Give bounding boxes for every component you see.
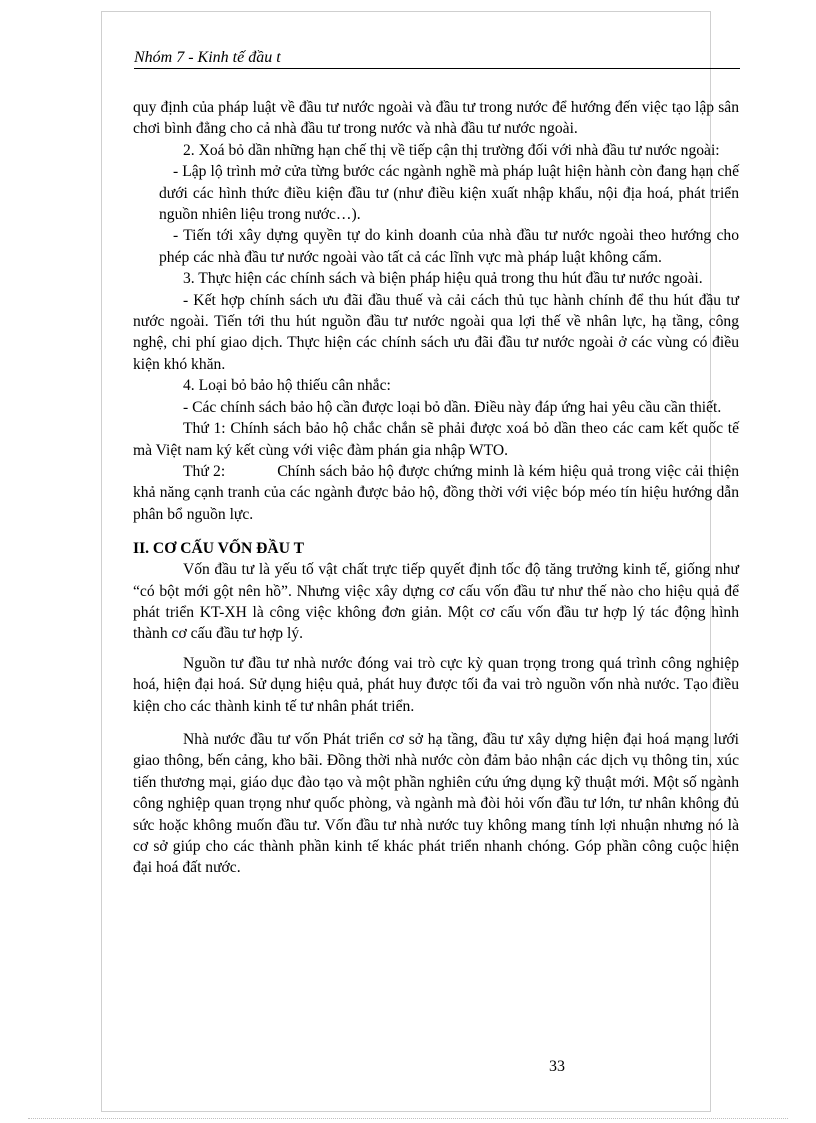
paragraph-lead: Thứ 2: (183, 462, 226, 480)
page-header: Nhóm 7 - Kinh tế đầu t (134, 50, 740, 69)
paragraph-body: Chính sách bảo hộ được chứng minh là kém hiệu quả trong việc cải thiện khả năng cạnh tranh của các ngành được bảo hộ, đồng thời với việc bóp méo tín hiệu hướng dẫn phân bổ nguồn lực. (133, 462, 739, 523)
bullet-item: - Các chính sách bảo hộ cần được loại bỏ dần. Điều này đáp ứng hai yêu cầu cần thiết. (183, 398, 722, 416)
section-heading: II. CƠ CẤU VỐN ĐẦU T (133, 540, 304, 558)
paragraph: Vốn đầu tư là yếu tố vật chất trực tiếp quyết định tốc độ tăng trưởng kinh tế, giống như “có bột mới gột nên hồ”. Nhưng việc xây dựng cơ cấu vốn đầu tư như thế nào cho hiệu quả để phát triển KT-XH là công việc không đơn giản. Một cơ cấu vốn đầu tư hợp lý tác động hình thành cơ cấu đầu tư hợp lý. (133, 561, 739, 643)
bullet-item: - Lập lộ trình mở cửa từng bước các ngành nghề mà pháp luật hiện hành còn đang hạn chế dưới các hình thức điều kiện đầu tư (như điều kiện xuất nhập khẩu, nội địa hoá, phát triển nguồn nhiên liệu trong nước…). (159, 163, 739, 224)
bullet-item: - Tiến tới xây dựng quyền tự do kinh doanh của nhà đầu tư nước ngoài theo hướng cho phép các nhà đầu tư nước ngoài vào tất cả các lĩnh vực mà pháp luật không cấm. (159, 227, 739, 266)
paragraph: Thứ 1: Chính sách bảo hộ chắc chắn sẽ phải được xoá bỏ dần theo các cam kết quốc tế mà Việt nam ký kết cùng với việc đàm phán gia nhập WTO. (133, 420, 739, 459)
bullet-item: - Kết hợp chính sách ưu đãi đầu thuế và cải cách thủ tục hành chính để thu hút đầu tư nước ngoài. Tiến tới thu hút nguồn đầu tư nước ngoài qua lợi thế về nhân lực, hạ tầng, công nghệ, chi phí giao dịch. Thực hiện các chính sách ưu đãi đầu tư nước ngoài ở các vùng có điều kiện khó khăn. (133, 291, 739, 373)
paragraph: Nhà nước đầu tư vốn Phát triển cơ sở hạ tầng, đầu tư xây dựng hiện đại hoá mạng lưới giao thông, bến cảng, kho bãi. Đồng thời nhà nước còn đảm bảo nhận các dịch vụ thông tin, xúc tiến thương mại, giáo dục đào tạo và một phần nghiên cứu ứng dụng kỹ thuật mới. Một số ngành công nghiệp quan trọng như quốc phòng, và ngành mà đòi hỏi vốn đầu tư lớn, tư nhân không đủ sức hoặc không muốn đầu tư. Vốn đầu tư nhà nước tuy không mang tính lợi nhuận nhưng nó là cơ sở giúp cho các thành phần kinh tế khác phát triển nhanh chóng. Góp phần công cuộc hiện đại hoá đất nước. (133, 730, 739, 877)
paragraph: Nguồn tư đầu tư nhà nước đóng vai trò cực kỳ quan trọng trong quá trình công nghiệp hoá, hiện đại hoá. Sử dụng hiệu quả, phát huy được tối đa vai trò nguồn vốn nhà nước. Tạo điều kiện cho các thành kinh tế tư nhân phát triển. (133, 654, 739, 715)
paragraph: quy định của pháp luật về đầu tư nước ngoài và đầu tư trong nước để hướng đến việc tạo lập sân chơi bình đẳng cho cả nhà đầu tư trong nước và nhà đầu tư nước ngoài. (133, 99, 739, 138)
numbered-item: 2. Xoá bỏ dần những hạn chế thị về tiếp cận thị trường đối với nhà đầu tư nước ngoài: (183, 141, 720, 159)
footer-divider (28, 1118, 788, 1119)
paragraph (133, 461, 739, 525)
numbered-item: 3. Thực hiện các chính sách và biện pháp hiệu quả trong thu hút đầu tư nước ngoài. (183, 270, 703, 288)
body-text (133, 97, 739, 879)
numbered-item: 4. Loại bỏ bảo hộ thiếu cân nhắc: (183, 377, 391, 395)
page-number: 33 (549, 1058, 565, 1075)
